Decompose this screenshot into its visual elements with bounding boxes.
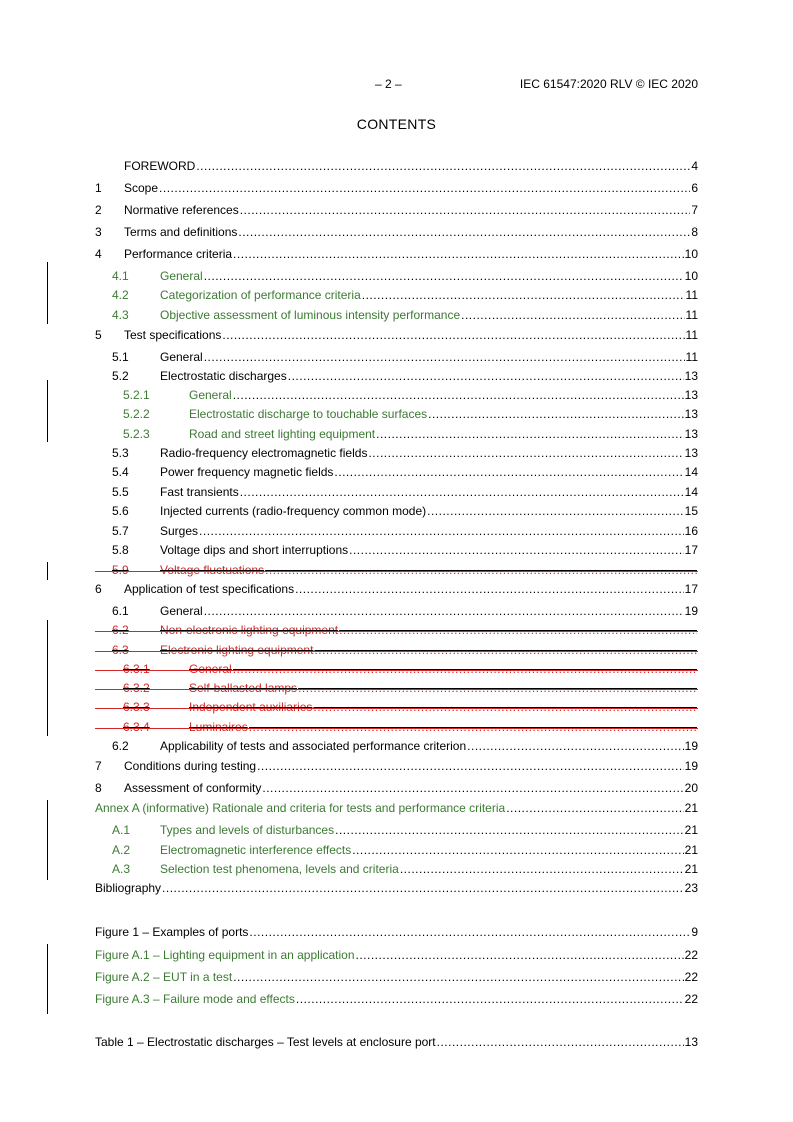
page-header [0, 77, 793, 93]
entry-number: 3 [95, 225, 102, 239]
dot-leader [233, 387, 684, 403]
entry-page: 9 [691, 925, 698, 939]
toc-entry[interactable] [95, 387, 698, 403]
entry-label: Table 1 – Electrostatic discharges – Test levels at enclosure port [95, 1035, 436, 1049]
entry-number: 5.2.2 [123, 407, 150, 421]
entry-label: General [160, 350, 203, 364]
dot-leader [233, 246, 684, 262]
entry-number: 6.3.2 [123, 681, 150, 695]
entry-number: 5.5 [112, 485, 129, 499]
entry-page: 13 [684, 369, 698, 383]
toc-entry[interactable] [95, 202, 698, 218]
toc-entry[interactable] [95, 622, 698, 638]
entry-number: 6.1 [112, 604, 129, 618]
entry-label: General [189, 388, 232, 402]
entry-label: General [160, 269, 203, 283]
entry-number: 4.1 [112, 269, 129, 283]
toc-entry[interactable] [95, 224, 698, 240]
toc-entry[interactable] [95, 719, 698, 735]
entry-page: 17 [684, 543, 698, 557]
toc-entry[interactable] [95, 158, 698, 174]
toc-entry[interactable] [95, 180, 698, 196]
toc-entry[interactable] [95, 523, 698, 539]
dot-leader [238, 224, 690, 240]
dot-leader [249, 719, 697, 735]
entry-label: Figure A.3 – Failure mode and effects [95, 992, 295, 1006]
dot-leader [199, 523, 684, 539]
dot-leader [233, 969, 683, 985]
entry-number: 5.7 [112, 524, 129, 538]
entry-label: Bibliography [95, 881, 162, 895]
dot-leader [240, 484, 684, 500]
entry-page: 7 [691, 203, 698, 217]
entry-page: 8 [691, 225, 698, 239]
dot-leader [437, 1034, 684, 1050]
entry-label: FOREWORD [124, 159, 196, 173]
entry-number: 4.2 [112, 288, 129, 302]
entry-label: Luminaires [189, 720, 248, 734]
entry-number: 6 [95, 582, 102, 596]
dot-leader [428, 406, 684, 422]
entry-number: 5.4 [112, 465, 129, 479]
entry-number: A.2 [112, 843, 131, 857]
entry-label: Fast transients [160, 485, 239, 499]
change-bar [47, 262, 48, 324]
change-bar [47, 562, 48, 580]
entry-label: Applicability of tests and associated performance criterion [160, 739, 467, 753]
entry-label: Electromagnetic interference effects [160, 843, 352, 857]
entry-number: 6.3.1 [123, 662, 150, 676]
entry-label: Annex A (informative) Rationale and criteria for tests and performance criteria [95, 801, 506, 815]
entry-number: 5.1 [112, 350, 129, 364]
dot-leader [427, 503, 684, 519]
dot-leader [204, 268, 684, 284]
entry-page: 13 [684, 407, 698, 421]
entry-label: Non-electronic lighting equipment [160, 623, 339, 637]
entry-label: Categorization of performance criteria [160, 288, 361, 302]
entry-number: 4.3 [112, 308, 129, 322]
dot-leader [196, 158, 690, 174]
entry-page: 4 [691, 159, 698, 173]
toc-entry[interactable] [95, 426, 698, 442]
dot-leader [368, 445, 683, 461]
dot-leader [288, 368, 684, 384]
entry-page: 11 [685, 350, 698, 364]
dot-leader [262, 780, 683, 796]
entry-number: 7 [95, 759, 102, 773]
toc-entry[interactable] [95, 268, 698, 284]
entry-number: 5.2.3 [123, 427, 150, 441]
toc-entry[interactable] [95, 287, 698, 303]
entry-page: 15 [684, 504, 698, 518]
toc-entry[interactable] [95, 880, 698, 896]
entry-page: 14 [684, 465, 698, 479]
dot-leader [314, 642, 697, 658]
dot-leader [506, 800, 683, 816]
figure-entry[interactable] [95, 969, 698, 985]
entry-label: Figure 1 – Examples of ports [95, 925, 249, 939]
dot-leader [467, 738, 683, 754]
document-id: IEC 61547:2020 RLV © IEC 2020 [519, 77, 698, 91]
dot-leader [356, 947, 684, 963]
toc-entry[interactable] [95, 327, 698, 343]
entry-page: 22 [684, 970, 698, 984]
entry-number: 6.3.3 [123, 700, 150, 714]
entry-page: 13 [684, 1035, 698, 1049]
entry-label: Types and levels of disturbances [160, 823, 335, 837]
entry-page: 13 [684, 446, 698, 460]
dot-leader [233, 661, 697, 677]
entry-label: Scope [124, 181, 159, 195]
entry-label: Terms and definitions [124, 225, 238, 239]
dot-leader [334, 464, 683, 480]
dot-leader [257, 758, 684, 774]
toc-entry[interactable] [95, 368, 698, 384]
figure-entry[interactable] [95, 947, 698, 963]
entry-label: Application of test specifications [124, 582, 295, 596]
entry-label: Voltage fluctuations [160, 563, 265, 577]
toc-entry[interactable] [95, 842, 698, 858]
entry-page: 11 [685, 308, 698, 322]
dot-leader [298, 680, 697, 696]
toc-entry[interactable] [95, 758, 698, 774]
entry-page: 16 [684, 524, 698, 538]
entry-number: A.3 [112, 862, 131, 876]
change-bar [47, 800, 48, 880]
toc-entry[interactable] [95, 699, 698, 715]
entry-page: 22 [684, 948, 698, 962]
dot-leader [335, 822, 684, 838]
dot-leader [461, 307, 684, 323]
entry-number: 5 [95, 328, 102, 342]
dot-leader [204, 603, 684, 619]
entry-label: General [189, 662, 232, 676]
entry-number: A.1 [112, 823, 131, 837]
toc-entry[interactable] [95, 780, 698, 796]
toc-entry[interactable] [95, 542, 698, 558]
dot-leader [222, 327, 684, 343]
entry-label: Assessment of conformity [124, 781, 262, 795]
entry-label: General [160, 604, 203, 618]
entry-number: 8 [95, 781, 102, 795]
dot-leader [362, 287, 685, 303]
toc-entry[interactable] [95, 503, 698, 519]
entry-page: 23 [684, 881, 698, 895]
entry-label: Road and street lighting equipment [189, 427, 376, 441]
entry-label: Voltage dips and short interruptions [160, 543, 349, 557]
dot-leader [265, 562, 697, 578]
entry-number: 5.2.1 [123, 388, 150, 402]
entry-page: 6 [691, 181, 698, 195]
entry-page: 11 [685, 288, 698, 302]
entry-label: Independent auxiliaries [189, 700, 313, 714]
entry-number: 6.2 [112, 623, 129, 637]
table-entry[interactable] [95, 1034, 698, 1050]
toc-entry[interactable] [95, 562, 698, 578]
entry-label: Performance criteria [124, 247, 233, 261]
change-bar [47, 380, 48, 442]
toc-entry[interactable] [95, 642, 698, 658]
toc-entry[interactable] [95, 661, 698, 677]
entry-label: Electrostatic discharges [160, 369, 287, 383]
entry-label: Radio-frequency electromagnetic fields [160, 446, 368, 460]
toc-entry[interactable] [95, 822, 698, 838]
change-bar [47, 944, 48, 1014]
entry-page: 21 [684, 801, 698, 815]
toc-entry[interactable] [95, 349, 698, 365]
entry-page: 11 [685, 328, 698, 342]
dot-leader [313, 699, 697, 715]
dot-leader [240, 202, 691, 218]
entry-page: 22 [684, 992, 698, 1006]
toc-entry[interactable] [95, 484, 698, 500]
entry-label: Test specifications [124, 328, 222, 342]
page-title: CONTENTS [356, 116, 437, 132]
dot-leader [162, 880, 684, 896]
toc-entry[interactable] [95, 603, 698, 619]
entry-page: 10 [684, 247, 698, 261]
toc-entry[interactable] [95, 861, 698, 877]
toc-entry[interactable] [95, 464, 698, 480]
dot-leader [159, 180, 690, 196]
figure-entry[interactable] [95, 924, 698, 940]
entry-number: 5.2 [112, 369, 129, 383]
entry-label: Normative references [124, 203, 239, 217]
entry-label: Conditions during testing [124, 759, 257, 773]
entry-page: 13 [684, 427, 698, 441]
entry-number: 1 [95, 181, 102, 195]
entry-page: 10 [684, 269, 698, 283]
figure-entry[interactable] [95, 991, 698, 1007]
entry-number: 5.3 [112, 446, 129, 460]
toc-entry[interactable] [95, 800, 698, 816]
toc-entry[interactable] [95, 246, 698, 262]
entry-page: 21 [684, 823, 698, 837]
entry-label: Self-ballasted lamps [189, 681, 298, 695]
entry-label: Electronic lighting equipment [160, 643, 314, 657]
dot-leader [296, 991, 684, 1007]
dot-leader [400, 861, 684, 877]
entry-number: 5.6 [112, 504, 129, 518]
entry-number: 6.3 [112, 643, 129, 657]
entry-label: Power frequency magnetic fields [160, 465, 334, 479]
entry-page: 21 [684, 843, 698, 857]
dot-leader [376, 426, 684, 442]
dot-leader [349, 542, 684, 558]
toc-entry[interactable] [95, 680, 698, 696]
entry-page: 20 [684, 781, 698, 795]
entry-page: 19 [684, 759, 698, 773]
toc-entry[interactable] [95, 445, 698, 461]
entry-page: 17 [684, 582, 698, 596]
toc-entry[interactable] [95, 581, 698, 597]
entry-number: 5.9 [112, 563, 129, 577]
dot-leader [249, 924, 690, 940]
entry-number: 6.2 [112, 739, 129, 753]
dot-leader [204, 349, 685, 365]
page-number: – 2 – [375, 77, 402, 91]
entry-label: Objective assessment of luminous intensity performance [160, 308, 461, 322]
entry-label: Surges [160, 524, 199, 538]
entry-number: 4 [95, 247, 102, 261]
entry-label: Figure A.2 – EUT in a test [95, 970, 233, 984]
toc-entry[interactable] [95, 406, 698, 422]
entry-number: 5.8 [112, 543, 129, 557]
entry-label: Injected currents (radio-frequency common mode) [160, 504, 427, 518]
entry-label: Figure A.1 – Lighting equipment in an application [95, 948, 355, 962]
entry-page: 21 [684, 862, 698, 876]
change-bar [47, 620, 48, 736]
dot-leader [295, 581, 684, 597]
entry-page: 14 [684, 485, 698, 499]
dot-leader [352, 842, 683, 858]
toc-entry[interactable] [95, 738, 698, 754]
toc-entry[interactable] [95, 307, 698, 323]
entry-label: Electrostatic discharge to touchable surfaces [189, 407, 428, 421]
entry-page: 19 [684, 604, 698, 618]
entry-page: 19 [684, 739, 698, 753]
entry-page: 13 [684, 388, 698, 402]
entry-number: 2 [95, 203, 102, 217]
entry-label: Selection test phenomena, levels and criteria [160, 862, 399, 876]
dot-leader [339, 622, 697, 638]
entry-number: 6.3.4 [123, 720, 150, 734]
